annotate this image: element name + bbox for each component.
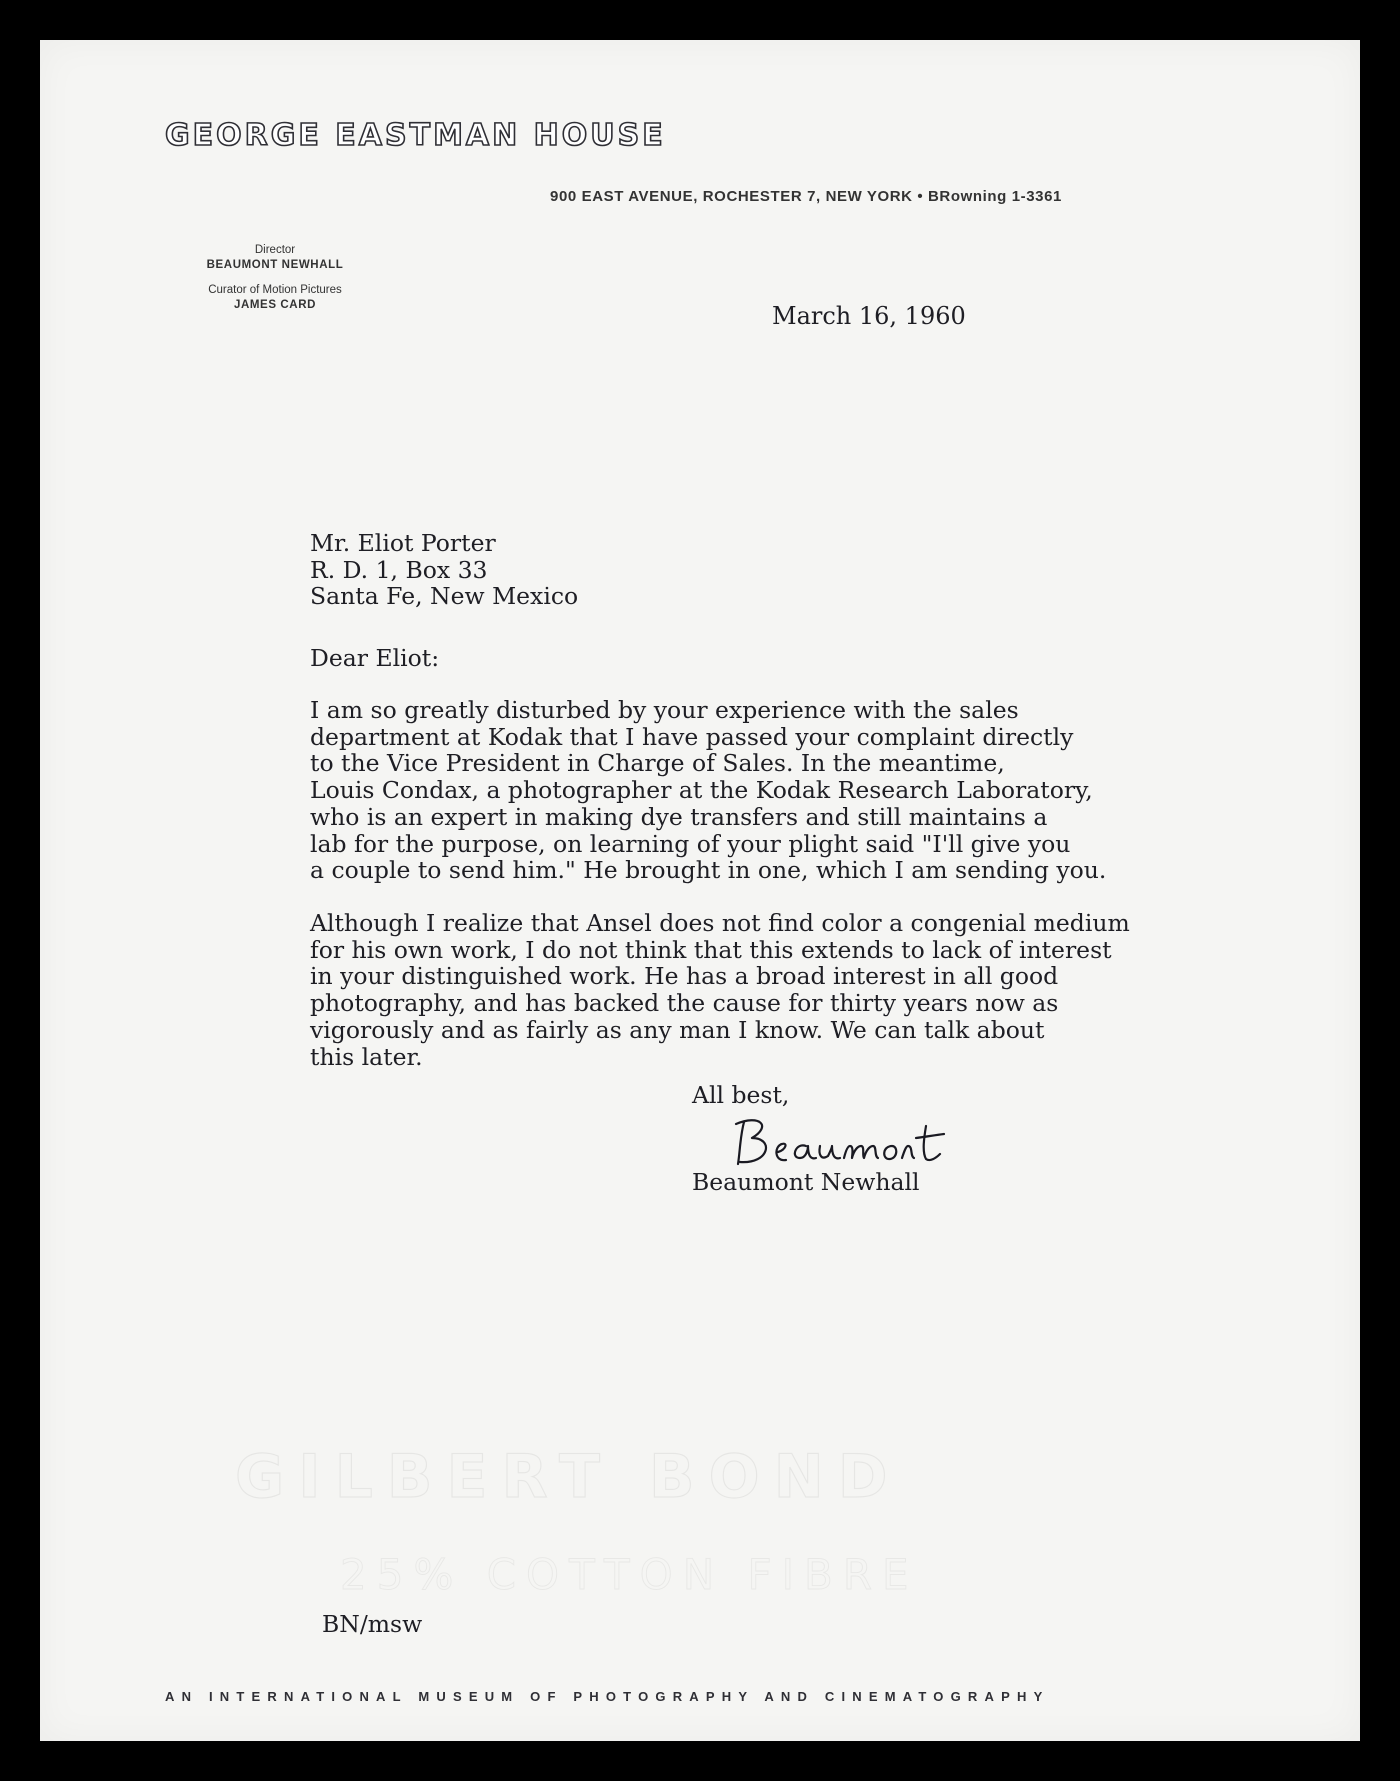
paragraph-line: department at Kodak that I have passed your complaint directly bbox=[310, 722, 1074, 751]
recipient-line: Mr. Eliot Porter bbox=[310, 529, 496, 557]
paragraph-line: lab for the purpose, on learning of your plight said "I'll give you bbox=[310, 829, 1071, 858]
letterhead-title: GEORGE EASTMAN HOUSE bbox=[165, 118, 666, 153]
salutation: Dear Eliot: bbox=[310, 644, 440, 672]
letter-page bbox=[40, 40, 1360, 1741]
paragraph-line: this later. bbox=[310, 1042, 423, 1071]
typist-initials: BN/msw bbox=[322, 1610, 423, 1638]
letterhead-footer: AN INTERNATIONAL MUSEUM OF PHOTOGRAPHY AND CINEMATOGRAPHY bbox=[165, 1689, 1050, 1704]
paragraph-2 bbox=[310, 910, 1190, 1070]
paragraph-line: a couple to send him." He brought in one, which I am sending you. bbox=[310, 856, 1107, 885]
signer-name: Beaumont Newhall bbox=[692, 1168, 920, 1196]
paragraph-1 bbox=[310, 697, 1190, 884]
recipient-line: Santa Fe, New Mexico bbox=[310, 582, 579, 611]
paragraph-line: Although I realize that Ansel does not find color a congenial medium bbox=[310, 909, 1130, 937]
paper-watermark-sub: 25% COTTON FIBRE bbox=[340, 1550, 919, 1599]
paragraph-line: vigorously and as fairly as any man I know. We can talk about bbox=[310, 1015, 1045, 1044]
staff-name-director: BEAUMONT NEWHALL bbox=[206, 259, 344, 271]
paragraph-line: who is an expert in making dye transfers and still maintains a bbox=[310, 802, 1048, 831]
paragraph-line: photography, and has backed the cause for thirty years now as bbox=[310, 989, 1059, 1018]
paragraph-line: I am so greatly disturbed by your experience with the sales bbox=[310, 696, 1019, 724]
paragraph-line: Louis Condax, a photographer at the Kodak Research Laboratory, bbox=[310, 776, 1093, 805]
staff-title-director: Director bbox=[254, 244, 296, 256]
recipient-line: R. D. 1, Box 33 bbox=[310, 555, 488, 584]
closing: All best, bbox=[692, 1081, 790, 1109]
staff-block bbox=[165, 243, 385, 313]
paper-watermark: GILBERT BOND bbox=[235, 1442, 902, 1512]
signature-drawing bbox=[730, 1112, 990, 1172]
recipient-address bbox=[310, 530, 578, 610]
staff-title-curator: Curator of Motion Pictures bbox=[208, 284, 342, 296]
paragraph-line: in your distinguished work. He has a broad interest in all good bbox=[310, 962, 1059, 991]
paragraph-line: for his own work, I do not think that this extends to lack of interest bbox=[310, 935, 1112, 964]
letter-date: March 16, 1960 bbox=[772, 302, 966, 330]
paragraph-line: to the Vice President in Charge of Sales. In the meantime, bbox=[310, 749, 1005, 778]
letterhead-address: 900 EAST AVENUE, ROCHESTER 7, NEW YORK • BRowning 1-3361 bbox=[550, 188, 1063, 205]
staff-name-curator: JAMES CARD bbox=[233, 299, 317, 311]
